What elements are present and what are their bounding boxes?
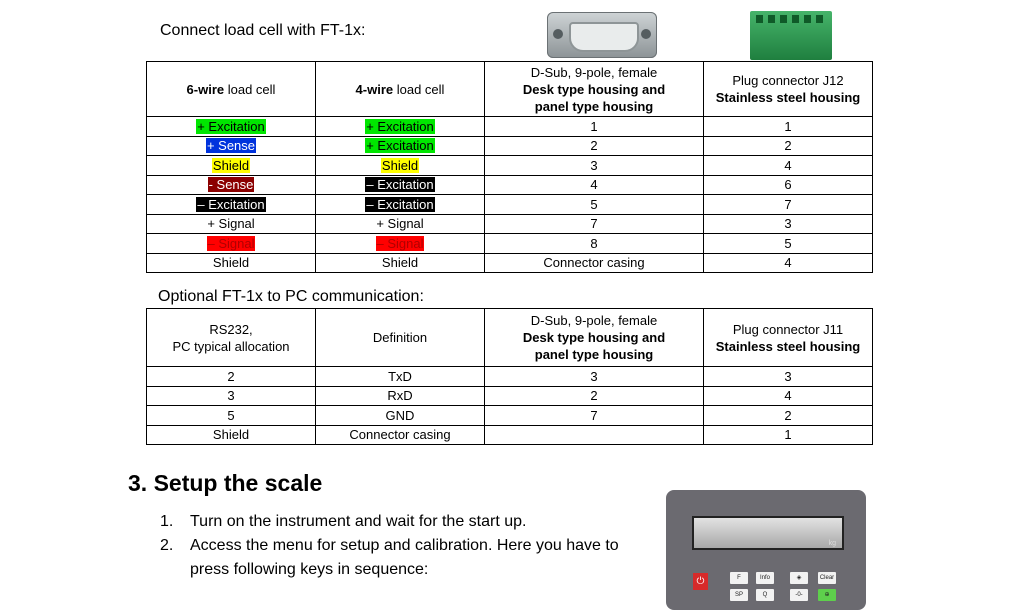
table-header-row [147, 309, 873, 367]
six-wire-cell [147, 234, 316, 254]
four-wire-cell-label: + Excitation [366, 138, 434, 154]
four-wire-cell [316, 136, 485, 156]
table-row [147, 386, 873, 406]
dsub-pin-cell: 5 [485, 195, 704, 215]
definition-cell: Connector casing [316, 425, 485, 445]
plug-pin-cell: 1 [704, 425, 873, 445]
plug-pin-cell: 4 [704, 156, 873, 176]
six-wire-cell-label: – Signal [207, 235, 255, 251]
table-header-row [147, 62, 873, 117]
table-row [147, 253, 873, 273]
six-wire-cell-label: + Sense [206, 138, 256, 154]
dsub-pin-cell: 8 [485, 234, 704, 254]
six-wire-cell-label: - Sense [208, 177, 254, 193]
six-wire-cell [147, 175, 316, 195]
header-dsub: D-Sub, 9-pole, female Desk type housing and panel type housing [485, 309, 704, 367]
six-wire-cell-label: Shield [212, 157, 250, 173]
dsub-connector-image [547, 12, 657, 58]
keypad-key: Clear [818, 572, 836, 584]
dsub-pin-cell: 2 [485, 386, 704, 406]
table-row [147, 117, 873, 137]
header-4-wire: 4-wire load cell [316, 62, 485, 117]
plug-pin-cell: 6 [704, 175, 873, 195]
header-rs232: RS232, PC typical allocation [147, 309, 316, 367]
six-wire-cell [147, 117, 316, 137]
keypad-key: SP [730, 589, 748, 601]
setup-steps-list [160, 510, 650, 582]
four-wire-cell [316, 214, 485, 234]
plug-pin-cell: 1 [704, 117, 873, 137]
six-wire-cell-label: + Excitation [197, 118, 265, 134]
four-wire-cell [316, 253, 485, 273]
plug-pin-cell: 2 [704, 136, 873, 156]
unit-label: kg [828, 540, 836, 547]
header-dsub: D-Sub, 9-pole, female Desk type housing and panel type housing [485, 62, 704, 117]
rs232-cell: Shield [147, 425, 316, 445]
header-definition: Definition [316, 309, 485, 367]
six-wire-cell [147, 253, 316, 273]
plug-pin-cell: 2 [704, 406, 873, 426]
table-row [147, 136, 873, 156]
four-wire-cell [316, 195, 485, 215]
definition-cell: TxD [316, 367, 485, 387]
dsub-pin-cell: 3 [485, 156, 704, 176]
rs232-cell: 2 [147, 367, 316, 387]
dsub-pin-cell: 7 [485, 214, 704, 234]
keypad-key: -0- [790, 589, 808, 601]
keypad-key: ◈ [790, 572, 808, 584]
keypad-key: ⊕ [818, 589, 836, 601]
definition-cell: RxD [316, 386, 485, 406]
four-wire-cell-label: – Excitation [366, 177, 434, 193]
dsub-pin-cell: 4 [485, 175, 704, 195]
screw-icon [641, 29, 651, 39]
six-wire-cell [147, 136, 316, 156]
table-row [147, 214, 873, 234]
four-wire-cell-label: Shield [381, 255, 419, 271]
table-row [147, 425, 873, 445]
keypad-key: Q [756, 589, 774, 601]
dsub-pin-face [569, 22, 639, 52]
step-text: Access the menu for setup and calibration. Here you have to press following keys in sequence: [190, 537, 619, 578]
four-wire-cell-label: Shield [381, 157, 419, 173]
keypad-key: Info [756, 572, 774, 584]
four-wire-cell [316, 156, 485, 176]
dsub-pin-cell [485, 425, 704, 445]
four-wire-cell-label: + Signal [376, 216, 424, 232]
list-item [160, 534, 650, 582]
step-text: Turn on the instrument and wait for the start up. [190, 513, 527, 530]
six-wire-cell-label: Shield [212, 255, 250, 271]
four-wire-cell [316, 117, 485, 137]
six-wire-cell [147, 195, 316, 215]
four-wire-cell [316, 175, 485, 195]
plug-connector-image [750, 11, 832, 60]
four-wire-cell-label: – Signal [376, 235, 424, 251]
keypad-key: F [730, 572, 748, 584]
step-number: 2. [160, 537, 174, 554]
dsub-pin-cell: 1 [485, 117, 704, 137]
dsub-pin-cell: Connector casing [485, 253, 704, 273]
four-wire-cell-label: + Excitation [366, 118, 434, 134]
table-row [147, 195, 873, 215]
table-row [147, 406, 873, 426]
plug-pin-cell: 3 [704, 214, 873, 234]
load-cell-wiring-table [146, 61, 873, 273]
plug-pin-cell: 4 [704, 253, 873, 273]
plug-pin-cell: 4 [704, 386, 873, 406]
definition-cell: GND [316, 406, 485, 426]
plug-pin-cell: 7 [704, 195, 873, 215]
six-wire-cell-label: + Signal [207, 216, 255, 232]
four-wire-cell [316, 234, 485, 254]
header-plug-j11: Plug connector J11 Stainless steel housing [704, 309, 873, 367]
four-wire-cell-label: – Excitation [366, 196, 434, 212]
six-wire-cell [147, 156, 316, 176]
plug-pin-cell: 5 [704, 234, 873, 254]
screw-icon [553, 29, 563, 39]
pc-communication-table [146, 308, 873, 445]
table-row [147, 234, 873, 254]
dsub-pin-cell: 7 [485, 406, 704, 426]
section-heading: 3. Setup the scale [128, 470, 323, 496]
list-item [160, 510, 650, 534]
step-number: 1. [160, 513, 174, 530]
header-plug-j12: Plug connector J12 Stainless steel housing [704, 62, 873, 117]
rs232-cell: 3 [147, 386, 316, 406]
dsub-pin-cell: 3 [485, 367, 704, 387]
table-row [147, 367, 873, 387]
header-6-wire: 6-wire load cell [147, 62, 316, 117]
six-wire-cell [147, 214, 316, 234]
six-wire-cell-label: – Excitation [197, 196, 265, 212]
wiring-caption: Connect load cell with FT-1x: [160, 22, 366, 39]
power-icon: ⏻ [693, 573, 708, 590]
table-row [147, 156, 873, 176]
lcd-display [692, 516, 844, 550]
plug-pin-cell: 3 [704, 367, 873, 387]
table-row [147, 175, 873, 195]
dsub-pin-cell: 2 [485, 136, 704, 156]
scale-terminal-image [666, 490, 866, 610]
rs232-cell: 5 [147, 406, 316, 426]
pc-comm-caption: Optional FT-1x to PC communication: [158, 288, 424, 305]
